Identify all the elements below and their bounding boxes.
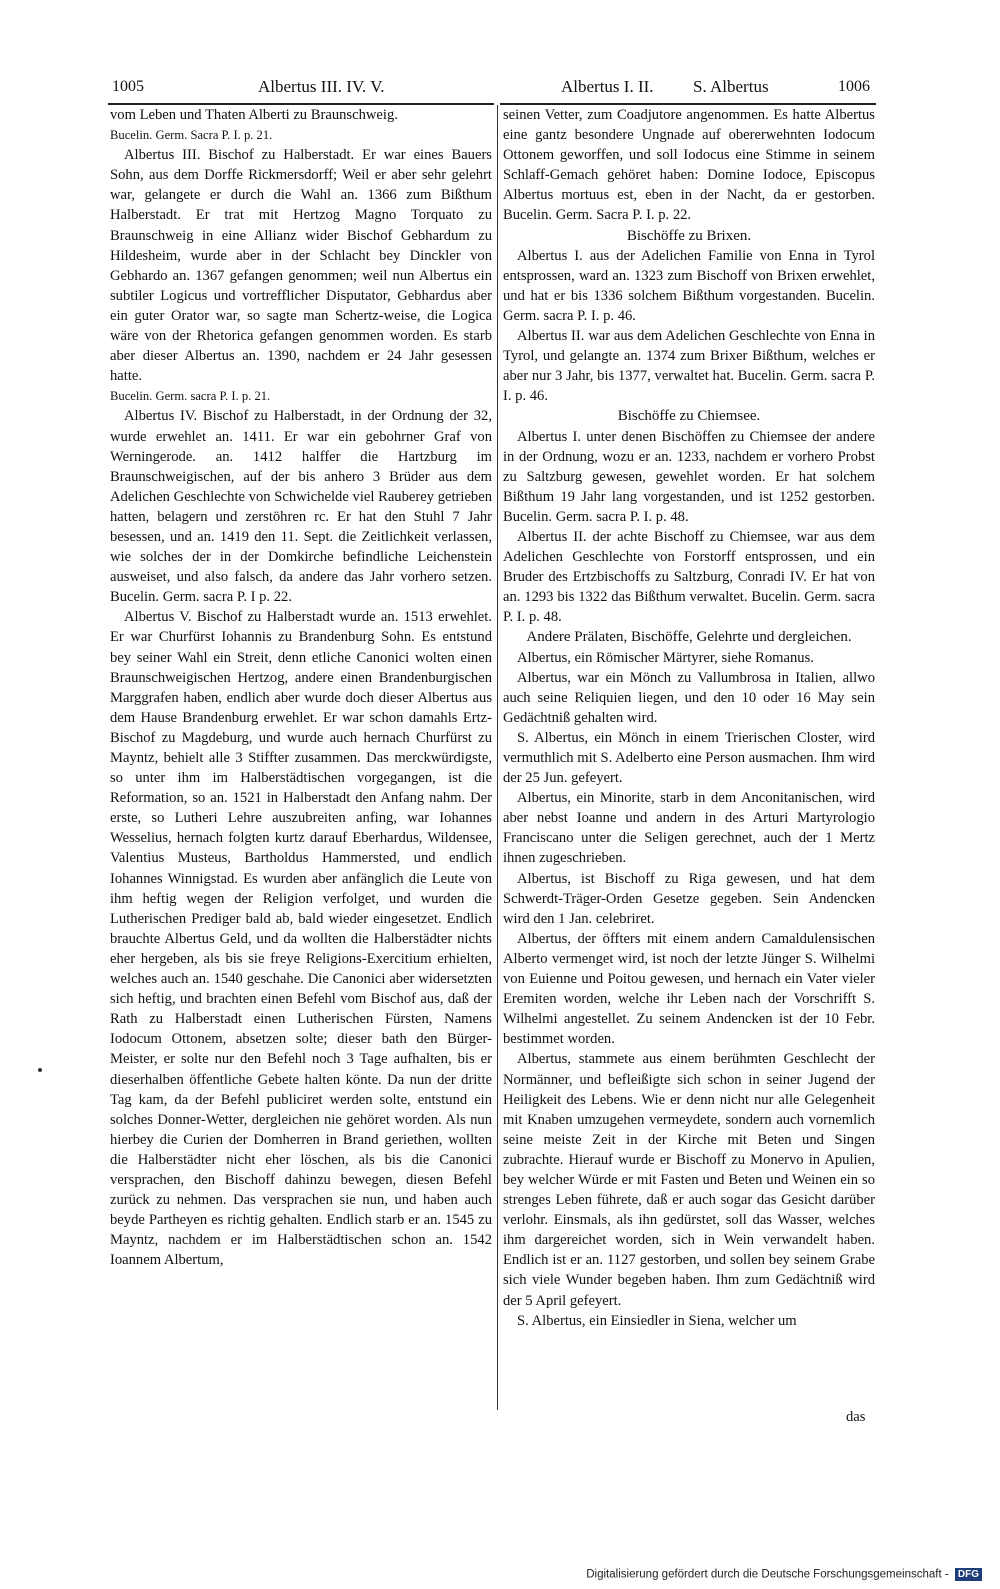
- paragraph: Bucelin. Germ. sacra P. I. p. 21.: [110, 389, 271, 404]
- paragraph: Albertus III. Bischof zu Halberstadt. Er war eines Bauers Sohn, aus dem Dorffe Rickmersdorff; Weil er aber sehr gelehrt war, gelangete er durch die Wahl an. 1366 zum Bißthum Halberstadt. Er trat mit Hertzog Magno Torquato zu Braunschweig in eine Allianz wider Bischof Gebhardum zu Hildesheim, wurde aber in der Schlacht bey Dinckler von Gebhardo an. 1367 gefangen genommen; weil nun Albertus ein subtiler Logicus und vortrefflicher Disputator, Gebhardus aber ein guter Orator war, so sagte man Schertz-weise, die Logica wäre von der Rhetorica gefangen genommen worden. Es starb aber dieser Albertus an. 1390, nachdem er 24 Jahr gesessen hatte.: [110, 147, 492, 385]
- paragraph: Albertus IV. Bischof zu Halberstadt, in der Ordnung der 32, wurde erwehlet an. 1411. Er war ein gebohrner Graf von Werningerode. an. 1412 halffer die Hartzburg im Braunschweigischen, auf der bis anhero 3 Brüder aus dem Adelichen Geschlechte von Schwichelde viel Rauberey getrieben hatten, belagern und zerstöhren rc. Er hat den Stuhl 7 Jahr besessen, und an. 1419 den 11. Sept. die Zeitlichkeit verlassen, wie solches der in der Domkirche befindliche Leichenstein ausweiset, und also falsch, da andere das Jahr vorhero setzen. Bucelin. Germ. sacra P. I p. 22.: [110, 408, 492, 606]
- paragraph: Albertus II. der achte Bischoff zu Chiemsee, war aus dem Adelichen Geschlechte von Forstorff entsprossen, und ein Bruder des Ertzbischoffs zu Saltzburg, Conradi IV. Er hat von an. 1293 bis 1322 das Bißthum verwaltet. Bucelin. Germ. sacra P. I. p. 48.: [503, 528, 875, 626]
- paragraph: Albertus, war ein Mönch zu Vallumbrosa in Italien, allwo auch seine Reliquien liegen, und den 10 oder 16 May sein Gedächtniß gehalten wird.: [503, 669, 875, 726]
- paragraph: S. Albertus, ein Einsiedler in Siena, welcher um: [517, 1312, 797, 1329]
- paragraph: Albertus, ein Minorite, starb in dem Anconitanischen, wird aber nebst Ioanne und andern in des Arturi Martyrologio Franciscano unter die Seligen gerechnet, auch der 1 Mertz ihnen zugeschrieben.: [503, 790, 875, 867]
- paragraph: S. Albertus, ein Mönch in einem Trierischen Closter, wird vermuthlich mit S. Adelberto eine Person ausmachen. Ihm wird der 25 Jun. gefeyert.: [503, 729, 875, 787]
- running-title-right-a: Albertus I. II.: [561, 77, 654, 96]
- paragraph: Albertus, der öffters mit einem andern Camaldulensischen Alberto vermenget wird, ist noch der letzte Jünger S. Wilhelmi von Euienne und Poitou gewesen, und hernach ein Vater vieler Eremiten worden, welche ihr Leben nach der Vorschrifft S. Wilhelmi angestellet. Zu seinem Andencken ist der 10 Febr. bestimmet worden.: [503, 930, 875, 1048]
- paragraph: Albertus, ist Bischoff zu Riga gewesen, und hat dem Schwerdt-Träger-Orden Gesetze gegeben. Sein Andencken wird den 1 Jan. celebriret.: [503, 870, 875, 927]
- page-number-left: 1005: [112, 78, 144, 95]
- running-title-left: Albertus III. IV. V.: [258, 77, 385, 96]
- running-title-right-b: S. Albertus: [693, 77, 769, 96]
- paragraph: Albertus V. Bischof zu Halberstadt wurde an. 1513 erwehlet. Er war Churfürst Iohannis zu Brandenburg Sohn. Es entstund bey seiner Wahl ein Streit, denn etliche Canonici wolten einen Braunschweigischen Hertzog, andere einen Brandenburgischen Marggrafen haben, endlich aber wurde doch dieser Albertus aus dem Hause Brandenburg erwehlet. Er war schon damahls Ertz-Bischof zu Magdeburg, und wurde auch hernach Churfürst zu Mayntz, behielt alle 3 Stiffter zusammen. Das merckwürdigste, so unter ihm im Halberstädtischen vorgegangen, ist die Reformation, so an. 1521 in Halberstadt den Anfang nahm. Der erste, so Lutheri Lehre auszubreiten anfing, war Iohannes Wesselius, hernach folgten kurtz darauf Eberhardus, Wildensee, Valentius Musteus, Bartholdus Hammersted, und endlich Iohannes Winnigstad. Es wurden aber anfänglich die Leute von ihm heftig wegen der Religion verfolget, und wurden die Lutherischen Prediger bald ab, bald wieder eingesetzet. Endlich brauchte Albertus Geld, und da wollten die Halberstädter nichts eher hergeben, als bis sie freye Religions-Exercitium erhielten, welches auch an. 1540 geschahe. Die Canonici aber widersetzten sich heftig, und brachten einen Befehl vom Bischof aus, daß der Rath zu Halberstadt einen Lutherischen Fürsten, Namens Iodocum Ottonem, absetzen solte; dieser bath den Bürger-Meister, er solte nur den Befehl noch 3 Tage aufhalten, bis er dieserhalben öffentliche Gebete halten könte. Da nun der dritte Tag kam, da der Befehl publiciret werden solte, entstund ein solches Donner-Wetter, dergleichen nie gehöret worden. Als nun hierbey die Curien der Domherren in Brand geriethen, wollten die Halberstädter nicht eher löschen, als bis die Canonici versprachen, den Bischoff dahinzu bewegen, diesen Befehl zurück zu nehmen. Das versprachen sie nun, und haben auch beyde Partheyen es richtig gehalten. Endlich starb er an. 1545 zu Mayntz, nachdem er im Halberstädtischen schon an. 1542 Ioannem Albertum,: [110, 609, 492, 1269]
- column-divider: [497, 105, 498, 1410]
- page-number-right: 1006: [838, 78, 870, 95]
- scan-speck: [38, 1068, 42, 1072]
- section-heading: Andere Prälaten, Bischöffe, Gelehrte und dergleichen.: [526, 629, 852, 646]
- paragraph: Albertus I. unter denen Bischöffen zu Chiemsee der andere in der Ordnung, wozu er an. 1233, nachdem er vorhero Probst zu Saltzburg gewesen, gewehlet worden. Er hat solchem Bißthum 19 Jahr lang vorgestanden, und ist 1252 gestorben. Bucelin. Germ. sacra P. I. p. 48.: [503, 428, 875, 525]
- paragraph: seinen Vetter, zum Coadjutore angenommen. Es hatte Albertus eine gantz besondere Ungnade auf obererwehnten Iodocum Ottonem geworffen, und soll Iodocus eine Stimme in seinem Schlaff-Gemach gehöret haben: Domine Iodoce, Episcopus Albertus mortuus est, eben in der Nacht, da er gestorben. Bucelin. Germ. Sacra P. I. p. 22.: [503, 107, 875, 224]
- dfg-logo: DFG: [955, 1568, 982, 1581]
- section-heading: Bischöffe zu Brixen.: [626, 227, 752, 244]
- paragraph: vom Leben und Thaten Alberti zu Braunschweig.: [110, 107, 398, 123]
- paragraph: Albertus, ein Römischer Märtyrer, siehe Romanus.: [517, 649, 814, 666]
- section-heading: Bischöffe zu Chiemsee.: [617, 408, 761, 425]
- paragraph: Albertus I. aus der Adelichen Familie von Enna in Tyrol entsprossen, ward an. 1323 zum Bischoff von Brixen erwehlet, und hat er bis 1336 solchem Bißthum vorgestanden. Bucelin. Germ. sacra P. I. p. 46.: [503, 247, 875, 324]
- credit-text: Digitalisierung gefördert durch die Deutsche Forschungsgemeinschaft -: [586, 1568, 949, 1581]
- paragraph: Bucelin. Germ. Sacra P. I. p. 21.: [110, 128, 273, 143]
- paragraph: Albertus, stammete aus einem berühmten Geschlecht der Normänner, und befleißigte sich schon in seiner Jugend der Heiligkeit des Lebens. Wie er denn nicht nur alle Gelegenheit mit Knaben umzugehen vermeydete, sondern auch vornemlich seine meiste Zeit in der Kirche mit Beten und Singen zubrachte. Hierauf wurde er Bischoff zu Monervo in Apulien, bey welcher Würde er mit Fasten und Beten und Weinen ein so strenges Leben führete, daß er auch sogar das Gesicht darüber verlohr. Einsmals, als ihn gedürstet, soll das Wasser, welches ihm dargereichet worden, sich in Wein verwandelt haben. Endlich ist er an. 1127 gestorben, und sollen bey seinem Grabe sich viele Wunder begeben haben. Ihm zum Gedächtniß wird der 5 April gefeyert.: [503, 1051, 875, 1309]
- paragraph: Albertus II. war aus dem Adelichen Geschlechte von Enna in Tyrol, und gelangte an. 1374 zum Brixer Bißthum, welches er aber nur 3 Jahr, bis 1377, verwaltet hat. Bucelin. Germ. sacra P. I. p. 46.: [503, 328, 875, 405]
- catchword: das: [846, 1409, 866, 1425]
- left-column: [110, 105, 492, 1270]
- digitization-credit: [586, 1568, 982, 1581]
- right-column: [503, 105, 875, 1331]
